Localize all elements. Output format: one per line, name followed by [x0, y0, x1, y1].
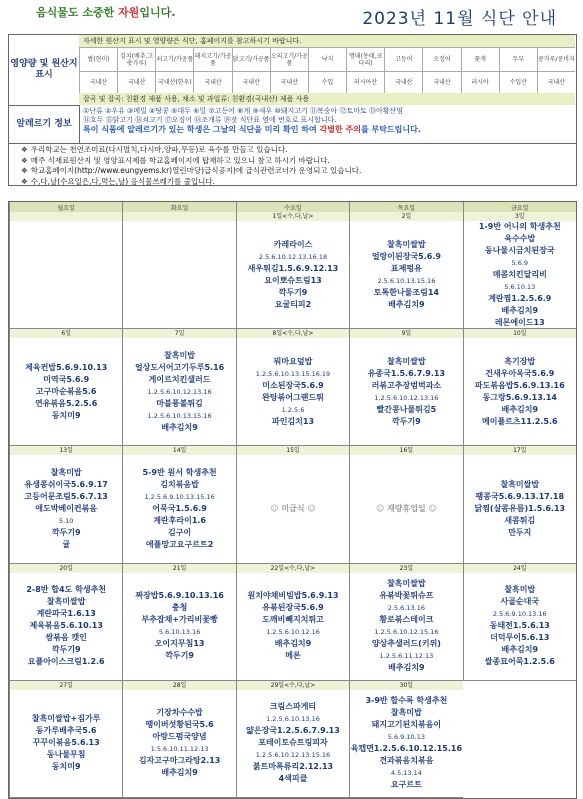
menu-item: 1.2.5.6.10.12.13.16 [147, 387, 212, 396]
menu-item: 쌈볶음 캣인 [45, 633, 87, 643]
menu-item: 5.6.10.13.16 [158, 628, 201, 637]
menu-item: 닭찜(살콤유름)1.5.6.13 [474, 503, 566, 513]
menu-item: 오이지무침13 [154, 639, 205, 649]
day-date [10, 212, 122, 221]
menu-item: 빨간콩나물튀김5 [376, 404, 437, 414]
menu-item: 꾸꾸이볶음5.6.13 [32, 738, 100, 748]
menu-item: 제육컨밥5.6.9.10.13 [25, 362, 108, 372]
notice-list [9, 143, 576, 185]
day-date: 10일 [464, 329, 576, 338]
bullet-icon: ❖ [21, 155, 28, 165]
menu-item: 새콤튀김 [504, 515, 536, 525]
menu-item: 1.2.5.6.10.12.13.16 [374, 393, 439, 402]
processed-note: 잡곡 및 잡곡: 친환경 제품 사용, 채소 및 과일류: 친환경(국내산) 제품 사용 [79, 93, 575, 105]
day-menu [237, 338, 349, 445]
menu-item: 동나물시금치된장국 [485, 246, 555, 255]
day-cell [236, 446, 349, 563]
day-date: 9일 [350, 329, 462, 338]
menu-item: 팽콩국5.6.9.13.17.18 [475, 491, 565, 501]
slogan-text-1: 음식물도 소중한 [36, 6, 119, 19]
origin-item-name: 두부 [499, 47, 537, 71]
menu-item: 짜장밥5.6.9.10.13.16 [135, 591, 224, 601]
origin-item-name: 명태(동태,코다리) [346, 47, 384, 71]
day-cell [9, 329, 122, 446]
allergy-info [79, 105, 575, 143]
day-menu [464, 455, 576, 562]
day-menu [10, 338, 122, 445]
day-cell [349, 681, 462, 798]
menu-item: 배추김치9 [501, 404, 539, 414]
menu-item: 매콤치킨달리비 [492, 270, 547, 279]
day-menu [10, 221, 122, 328]
day-menu [350, 455, 462, 562]
menu-item: 돼지고기된치볶음이 [371, 720, 442, 730]
menu-item: 찰흑미밥 [390, 708, 422, 718]
day-cell [463, 446, 576, 563]
origin-item-value: 러시아산 [346, 71, 384, 93]
day-date: 23일 [350, 564, 462, 573]
menu-item: 4.5.13.14 [390, 769, 422, 778]
menu-item: 유종국1.5.6.7.9.13 [367, 368, 446, 378]
menu-item: 기장차수수밥 [156, 708, 203, 718]
origin-item-value: 국내산 [117, 71, 155, 93]
notice-item [21, 166, 576, 177]
notice-text: 학교홈페이지(http://www.eungyems.kr)열린마당)급식공지)에 급식관련코너가 운영되고 있습니다. [30, 166, 362, 175]
menu-item: 2.5.6.9.10.13.16 [492, 610, 547, 619]
menu-item: 동가루배추국5.6 [35, 726, 97, 736]
menu-item: ☺ 미급식 ☺ [270, 503, 316, 513]
origin-grid [79, 47, 575, 93]
menu-item: 깍두기9 [51, 527, 81, 537]
day-date: 21일 [123, 564, 235, 573]
menu-item: 2.5.6.10.12.13.16.18 [258, 252, 328, 261]
menu-item: 크림스파게티 [269, 702, 317, 712]
menu-item: 유볶박꽃튀슈프 [379, 591, 434, 601]
origin-item-name: 콩가루/콩비지 [537, 47, 575, 71]
menu-item: 얼상도서어고기두루5.16 [134, 362, 225, 372]
menu-item: 배추김치9 [161, 768, 198, 778]
page-title: 2023년 11월 식단 안내 [362, 9, 557, 29]
origin-item-value: 국내산 [79, 71, 117, 93]
menu-item: 메론 [285, 651, 301, 661]
day-menu [123, 221, 235, 328]
bullet-icon: ❖ [21, 166, 28, 175]
menu-item: 파인김치13 [271, 416, 315, 426]
menu-item: 1.2.5.6.10.13.15.16.19 [255, 369, 331, 378]
origin-item-name: 쌀(현미) [79, 47, 117, 71]
menu-item: 1.2.5.6.10.12.13.15.16 [255, 751, 331, 760]
slogan-strong: 자원 [118, 6, 140, 19]
menu-item: 원치야채비빔밥5.6.9.13 [247, 591, 339, 601]
menu-item: 동태전1.5.6.13 [489, 621, 550, 631]
menu-item: 2-8반 합4도 학생추천 [26, 585, 107, 595]
day-cell [9, 212, 122, 329]
menu-item: 4색피클 [278, 774, 308, 784]
slogan-text-2: 입니다. [139, 6, 176, 19]
origin-item-name: 닭고기/가공품 [232, 47, 270, 71]
menu-item: 찰흑미쌀밥+짐가루 [31, 714, 101, 724]
origin-item-name: 돼지고기/가공품 [193, 47, 231, 71]
day-date: 13일 [10, 446, 122, 455]
menu-item: 아랑드펌국양념 [152, 732, 207, 742]
day-menu [350, 690, 462, 797]
menu-item: 1.2.5.6.10.12.15.16 [374, 628, 439, 637]
menu-item: 양상추샐러드(키위) [371, 639, 441, 649]
menu-item: 흑기장밥 [504, 356, 536, 366]
day-cell [349, 212, 462, 329]
menu-item: 5.6.9 [511, 259, 529, 267]
menu-item: 새우튀김1.5.6.9.12.13 [247, 263, 339, 273]
day-menu [464, 221, 576, 329]
day-header: 수요일 [236, 202, 349, 213]
day-cell [122, 329, 235, 446]
menu-item: 1.2.5.6.9.10.13.15.16 [144, 492, 215, 501]
origin-item-name: 낙지 [308, 47, 346, 71]
day-cell [9, 681, 122, 798]
menu-item: 1.2.5.6.10.13.15.16 [147, 411, 212, 420]
menu-item: 계란파국1.6.13 [36, 609, 96, 619]
day-date: 20일 [10, 564, 122, 573]
menu-item: 찰흑미쌀밥 [387, 239, 426, 249]
day-date: 24일 [464, 564, 576, 573]
origin-item-value: 국내산 [537, 71, 575, 93]
menu-item: 배추김치9 [274, 639, 312, 649]
day-header: 화요일 [122, 202, 235, 213]
day-header: 금요일 [463, 202, 576, 213]
menu-item: 김치볶음밥 [160, 479, 199, 489]
menu-item: 1.2.5.6.10.13.16 [266, 715, 320, 724]
day-date: 27일 [10, 681, 122, 690]
day-header: 월요일 [9, 202, 122, 213]
day-menu [123, 338, 235, 445]
allergy-label: 알레르기 정보 [9, 105, 80, 143]
menu-item: 유볶된장국5.6.9 [262, 603, 324, 613]
day-menu [123, 573, 235, 680]
menu-item: 배추김치9 [501, 306, 539, 315]
day-menu [464, 338, 576, 445]
day-menu [123, 690, 235, 797]
menu-item: 고등어문조림5.6.7.13 [24, 491, 108, 501]
day-cell [122, 446, 235, 563]
origin-item-name: 쇠고기/가공품 [155, 47, 193, 71]
allergy-warning [83, 125, 571, 134]
menu-item: 제육볶음5.6.10.13 [29, 621, 103, 631]
day-menu [350, 221, 462, 328]
menu-item: 1.2.5.6 [281, 405, 305, 414]
menu-item: ☺ 재량휴업일 ☺ [375, 503, 437, 513]
menu-item: 계란후라이1.6 [153, 515, 206, 525]
day-menu [123, 455, 235, 562]
origin-item-name: 오징어 [422, 47, 460, 71]
day-menu [237, 455, 349, 562]
allergy-warning-post: 를 부탁드립니다. [360, 125, 421, 134]
origin-item-value: 국내산 [193, 71, 231, 93]
menu-item: 얇은장국1.2.5.6.7.9.13 [246, 726, 340, 736]
menu-item: 찰흑미쌀밥 [500, 479, 540, 489]
menu-item: 표제펑유 [390, 263, 422, 273]
menu-item: 2.5.6.13.16 [387, 604, 425, 613]
day-cell [236, 564, 349, 681]
menu-item: 땡이버섯황된국5.6 [145, 720, 214, 730]
menu-item: 더덕무이5.6.13 [490, 633, 550, 643]
menu-item: 뭐마요덮밥 [273, 356, 313, 366]
day-date: 30일 [350, 681, 462, 690]
menu-item: 깍두기9 [278, 287, 308, 297]
day-cell [349, 564, 462, 681]
origin-label: 영양량 및 원산지 표시 [9, 35, 80, 106]
day-cell [349, 329, 462, 446]
day-date: 3일 [464, 212, 576, 221]
day-date: 14일 [123, 446, 235, 455]
menu-item: 토톡한나물조림14 [373, 287, 439, 297]
origin-item-value: 국내산 [422, 71, 460, 93]
day-menu [10, 573, 122, 680]
bullet-icon: ❖ [21, 145, 28, 154]
menu-item: 5-9반 원서 학생추천 [142, 467, 217, 477]
menu-item: 요이뽀슈트림13 [264, 275, 322, 285]
menu-item: 부추잡채+가리비꽃빵 [141, 615, 218, 625]
menu-item: 미역국5.6.9 [43, 374, 90, 384]
day-menu [464, 573, 576, 680]
day-cell [349, 446, 462, 563]
menu-item: 연유볶음5.2.5.6 [35, 398, 98, 408]
menu-item: 러볶고추장범벅과소 [371, 380, 442, 390]
day-date [123, 212, 235, 221]
menu-item: 1.5.6.10.11.12.13 [150, 745, 209, 754]
day-menu [237, 573, 349, 680]
notice-item [21, 177, 576, 188]
header [0, 0, 583, 32]
menu-item: 동그랑5.6.9.13.14 [482, 392, 557, 402]
menu-item: 카레라이스 [273, 239, 313, 249]
menu-item: 고구마순볶음5.6 [35, 386, 97, 396]
menu-item: 유생콩쉬이국5.6.9.17 [24, 479, 108, 489]
menu-item: 충청 [171, 603, 188, 613]
menu-item: 견과볶음치볶음 [379, 756, 434, 766]
day-date: 17일 [464, 446, 576, 455]
day-cell [122, 564, 235, 681]
menu-item: 동나물무침 [46, 750, 86, 760]
menu-item: 귤 [62, 539, 71, 549]
info-box [8, 34, 577, 186]
origin-item-name: 김치(배추,고춧가루) [117, 47, 155, 71]
menu-item: 1.2.5.6.10.12.16 [266, 628, 320, 637]
day-cell [122, 681, 235, 798]
menu-item: 미소된장국5.6.9 [262, 380, 324, 390]
menu-item: 쌀종묘어묵1.2.5.6 [484, 657, 555, 667]
menu-item: 동치미9 [51, 410, 81, 420]
day-cell [463, 564, 576, 681]
origin-item-value: 국내산(한우) [155, 71, 193, 93]
notice-item [21, 156, 576, 167]
menu-item: 만두지 [508, 527, 532, 537]
allergy-line-1: ①난류 ②우유 ③메밀 ④땅콩 ⑤대두 ⑥밀 ⑦고등어 ⑧게 ⑨새우 ⑩돼지고기 ⑪복숭아 ⑫토마토 ⑬아황산염 [83, 107, 404, 115]
origin-item-value: 국내산 [232, 71, 270, 93]
slogan [36, 4, 175, 20]
menu-item: 찰흑미밥 [504, 585, 536, 595]
menu-item: 파도볶음밥5.6.9.13.16 [474, 380, 565, 390]
menu-item: 동치미9 [51, 762, 81, 772]
day-cell [236, 212, 349, 329]
menu-item: 김자고구마그라탕2.13 [138, 756, 221, 766]
menu-item: 게이르치킨샐러드 [148, 374, 211, 384]
origin-item-value: 국내산 [270, 71, 308, 93]
origin-item-name: 꽃게 [461, 47, 499, 71]
menu-item: 요구르트 [390, 780, 422, 790]
menu-item: 찰흑미쌀밥 [46, 597, 86, 607]
menu-item: 붉트마폭류리2.12.13 [252, 762, 334, 772]
menu-item: 김구이 [168, 527, 192, 537]
day-menu [10, 690, 122, 797]
notice-text: 매주 식재료원산지 및 영양표시제를 학교홈페이지에 탑재하고 있으니 참고 하시기 바랍니다. [30, 155, 330, 165]
menu-item: 찰흑미쌀밥 [387, 356, 426, 366]
menu-item: 깍두기9 [165, 651, 194, 661]
menu-item: 5.10 [58, 516, 74, 525]
menu-item: 찰흑미밥 [50, 467, 82, 477]
allergy-warning-red: 각별한 주의 [319, 125, 361, 134]
day-date: 28일 [123, 681, 235, 690]
menu-item: 얼랑이된장국5.6.9 [371, 251, 441, 261]
origin-item-value: 국내산 [384, 71, 422, 93]
menu-item: 5.6.10.13 [504, 283, 536, 291]
menu-item: 사골순대국 [500, 597, 540, 607]
allergy-line-2: ⑭호두 ⑮닭고기 ⑯쇠고기 ⑰오징어 ⑱조개류 ⑲잣 식단표 옆에 번호로 표시합니다. [83, 116, 337, 124]
bullet-icon: ❖ [21, 176, 28, 186]
day-date: 8일<수,다,날> [237, 329, 349, 338]
day-cell [122, 212, 235, 329]
menu-item: 레몬에이드13 [494, 318, 545, 327]
menu-item: 요플아이스크림1.2.6 [27, 657, 105, 667]
menu-item: 찰흑미쌀밥 [387, 579, 426, 589]
day-header: 목요일 [349, 202, 462, 213]
menu-item: 깍두기9 [392, 416, 421, 426]
origin-item-name: 고등어 [384, 47, 422, 71]
day-menu [350, 338, 462, 445]
menu-item: 어묵국1.5.6.9 [152, 503, 207, 513]
menu-item: 깍두기9 [51, 645, 81, 655]
menu-item: 1.2.5.6.11.12.13 [379, 652, 434, 661]
menu-item: 육캡면1.2.5.6.10.12.15.16 [350, 744, 463, 754]
day-cell [236, 681, 349, 798]
menu-item: 배추김치9 [388, 299, 425, 309]
origin-note: 자세한 원산지 표시 및 영양량은 식단, 홈페이지를 참고하시기 바랍니다. [79, 35, 575, 47]
menu-item: 메이플르츠11.2.5.6 [482, 416, 558, 426]
notice-text: 우리학교는 천연조미료(다시멸치,다시마,양파,무등)로 육수를 만들고 있습니다. [30, 145, 288, 154]
menu-item: 배추김치9 [161, 422, 198, 432]
menu-calendar [8, 201, 577, 799]
origin-item-name: 오리고기/가공품 [270, 47, 308, 71]
menu-item: 마블풍볼튀김 [156, 398, 203, 408]
menu-item: 황로볶스테이크 [379, 615, 434, 625]
menu-item: 도깨비빼지치튀고 [262, 615, 324, 625]
day-date: 15일 [237, 446, 349, 455]
menu-item: 배추김치9 [388, 663, 425, 673]
day-menu [350, 573, 462, 680]
day-cell [463, 212, 576, 329]
day-cell [9, 446, 122, 563]
day-menu [237, 690, 349, 797]
menu-item: 1-9반 어니의 학생추천 [478, 222, 561, 231]
day-menu [237, 221, 349, 328]
menu-item: 2.5.6.10.13.15.16 [377, 276, 436, 285]
day-date: 16일 [350, 446, 462, 455]
notice-item [21, 145, 576, 156]
menu-item: 애플망고요구르트2 [145, 539, 214, 549]
day-date: 7일 [123, 329, 235, 338]
day-date: 6일 [10, 329, 122, 338]
menu-item: 요굴티피2 [274, 299, 312, 309]
day-date: 1일<수,다,날> [237, 212, 349, 221]
menu-item: 포테이토슈트링피자 [258, 738, 328, 748]
menu-item: 육수수밥 [504, 234, 536, 243]
day-cell [9, 564, 122, 681]
day-cell [463, 329, 576, 446]
menu-item: 3-9반 합수록 학생추천 [365, 696, 448, 706]
origin-item-value: 러시아 [461, 71, 499, 93]
menu-item: 계란찜1.2.5.6.9 [488, 294, 552, 303]
menu-item: 찰흑미밥 [164, 350, 196, 360]
origin-item-value: 수입산 [499, 71, 537, 93]
menu-item: 건새우아욱국5.6.9 [485, 368, 555, 378]
notice-text: 수,다,날(수요일은,다,먹는,날) 음식물쓰레기를 줄입니다. [30, 176, 216, 186]
day-date: 2일 [350, 212, 462, 221]
day-menu [10, 455, 122, 562]
menu-item: 완탕볶어그랜드튀 [262, 392, 324, 402]
day-date: 29일<수,다,날> [237, 681, 349, 690]
origin-item-value: 수입 [308, 71, 346, 93]
day-date: 22일<수,다,날> [237, 564, 349, 573]
day-cell [236, 329, 349, 446]
menu-item: 애도박베이컨볶음 [35, 503, 98, 513]
menu-item: 배추김치9 [501, 645, 539, 655]
menu-item: 5.6.9.10.13 [387, 733, 425, 742]
allergy-warning-pre: 특이 식품에 알레르기가 있는 학생은 그날의 식단을 미리 확인 하여 [83, 125, 320, 134]
